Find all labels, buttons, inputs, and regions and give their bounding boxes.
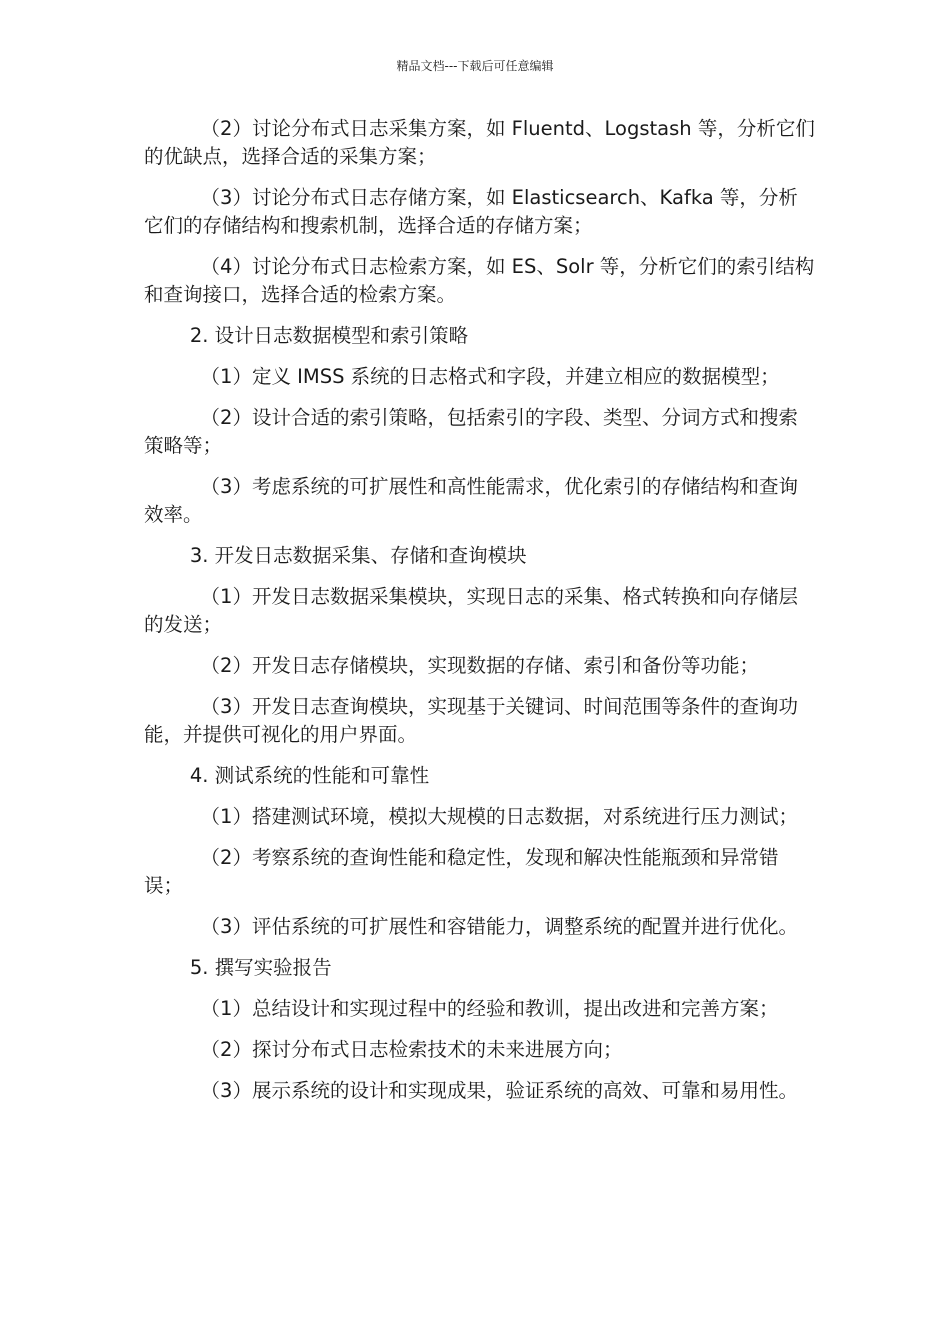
- section-heading: 4. 测试系统的性能和可靠性: [189, 764, 430, 787]
- paragraph: （3）考虑系统的可扩展性和高性能需求，优化索引的存储结构和查询效率。: [144, 475, 798, 526]
- paragraph: （1）总结设计和实现过程中的经验和教训，提出改进和完善方案；: [200, 997, 779, 1020]
- paragraph: （2）讨论分布式日志采集方案，如 Fluentd、Logstash 等，分析它们的优缺点，选择合适的采集方案；: [144, 117, 815, 168]
- paragraph: （3）展示系统的设计和实现成果，验证系统的高效、可靠和易用性。: [200, 1079, 798, 1102]
- section-heading: 5. 撰写实验报告: [189, 956, 332, 979]
- paragraph: （2）开发日志存储模块，实现数据的存储、索引和备份等功能；: [200, 654, 759, 677]
- paragraph: （3）讨论分布式日志存储方案，如 Elasticsearch、Kafka 等，分析它们的存储结构和搜索机制，选择合适的存储方案；: [144, 186, 798, 237]
- paragraph: （3）评估系统的可扩展性和容错能力，调整系统的配置并进行优化。: [200, 915, 798, 938]
- paragraph: （1）定义 IMSS 系统的日志格式和字段，并建立相应的数据模型；: [200, 365, 780, 388]
- paragraph: （1）开发日志数据采集模块，实现日志的采集、格式转换和向存储层的发送；: [144, 585, 798, 636]
- paragraph: （3）开发日志查询模块，实现基于关键词、时间范围等条件的查询功能，并提供可视化的用户界面。: [144, 695, 798, 746]
- paragraph: （4）讨论分布式日志检索方案，如 ES、Solr 等，分析它们的索引结构和查询接口，选择合适的检索方案。: [144, 255, 815, 306]
- paragraph: （1）搭建测试环境，模拟大规模的日志数据，对系统进行压力测试；: [200, 805, 798, 828]
- page-header: 精品文档---下载后可任意编辑: [396, 59, 554, 73]
- paragraph: （2）考察系统的查询性能和稳定性，发现和解决性能瓶颈和异常错误；: [144, 846, 779, 897]
- paragraph: （2）探讨分布式日志检索技术的未来进展方向；: [200, 1038, 623, 1061]
- section-heading: 3. 开发日志数据采集、存储和查询模块: [189, 544, 527, 567]
- paragraph: （2）设计合适的索引策略，包括索引的字段、类型、分词方式和搜索策略等；: [144, 406, 798, 457]
- document-body: [144, 115, 816, 1118]
- section-heading: 2. 设计日志数据模型和索引策略: [189, 324, 469, 347]
